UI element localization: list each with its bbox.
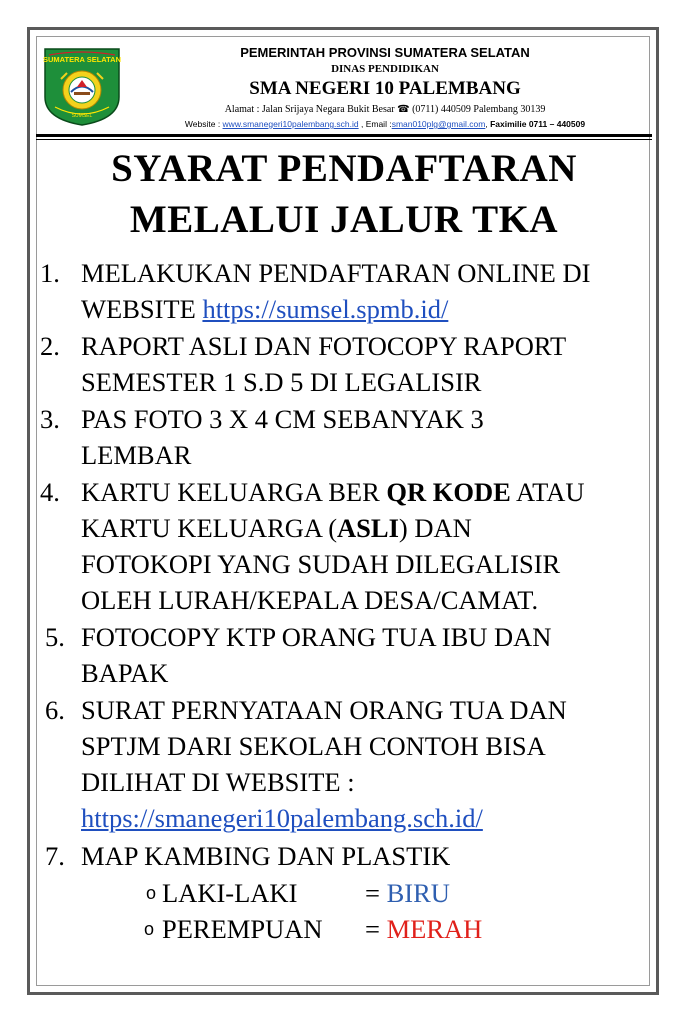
qr-kode-text: QR KODE <box>386 477 511 507</box>
item-1-prefix: WEBSITE <box>81 294 203 324</box>
item-5-line-2: BAPAK <box>81 658 169 688</box>
item-4-text-d: KARTU KELUARGA ( <box>81 513 338 543</box>
item-3-line-2: LEMBAR <box>81 440 192 470</box>
email-link[interactable]: sman010plg@gmail.com <box>391 119 486 129</box>
red-color-text: MERAH <box>386 914 483 944</box>
item-4-number: 4. <box>40 477 60 507</box>
male-label: LAKI-LAKI <box>162 878 298 908</box>
item-2-number: 2. <box>40 331 60 361</box>
school-website-link[interactable]: https://smanegeri10palembang.sch.id/ <box>81 803 483 833</box>
contact-separator: , <box>485 119 491 129</box>
header-school-name: SMA NEGERI 10 PALEMBANG <box>249 78 521 99</box>
female-equals: = <box>365 914 387 944</box>
item-5-number: 5. <box>45 622 65 652</box>
website-label: Website : <box>184 119 223 129</box>
blue-color-text: BIRU <box>386 878 450 908</box>
header-address: Alamat : Jalan Srijaya Negara Bukit Besar ☎ (0711) 440509 Palembang 30139 <box>224 104 546 115</box>
female-label: PEREMPUAN <box>162 914 323 944</box>
title-line-2: MELALUI JALUR TKA <box>129 198 559 241</box>
item-6-line-2: SPTJM DARI SEKOLAH CONTOH BISA <box>81 731 546 761</box>
item-4-line-2 <box>81 513 472 543</box>
item-7-number: 7. <box>45 841 65 871</box>
bullet-female: o <box>144 919 155 939</box>
item-1-number: 1. <box>40 258 60 288</box>
item-1-line-1: MELAKUKAN PENDAFTARAN ONLINE DI <box>81 258 591 288</box>
school-emblem-logo <box>41 45 123 127</box>
email-label: , Email : <box>358 119 392 129</box>
fax-number: Faximilie 0711 – 440509 <box>490 119 586 129</box>
item-3-line-1: PAS FOTO 3 X 4 CM SEBANYAK 3 <box>81 404 484 434</box>
bullet-male: o <box>146 883 157 903</box>
item-5-line-1: FOTOCOPY KTP ORANG TUA IBU DAN <box>81 622 552 652</box>
item-4-line-3: FOTOKOPI YANG SUDAH DILEGALISIR <box>81 549 561 579</box>
title-line-1: SYARAT PENDAFTARAN <box>111 147 577 190</box>
female-value <box>365 914 482 944</box>
header-divider-thick <box>36 134 652 137</box>
website-link[interactable]: www.smanegeri10palembang.sch.id <box>222 119 359 129</box>
item-4-text-c: ATAU <box>510 477 585 507</box>
item-4-text-a: KARTU KELUARGA BER <box>81 477 387 507</box>
logo-text: SUMATERA SELATAN <box>42 55 122 64</box>
item-7-line-1: MAP KAMBING DAN PLASTIK <box>81 841 451 871</box>
header-government: PEMERINTAH PROVINSI SUMATERA SELATAN <box>240 45 530 60</box>
item-6-number: 6. <box>45 695 65 725</box>
male-value <box>365 878 450 908</box>
header-divider-thin <box>36 139 652 140</box>
item-1-line-2 <box>81 294 448 324</box>
male-equals: = <box>365 878 387 908</box>
header-department: DINAS PENDIDIKAN <box>331 63 439 75</box>
spmb-link[interactable]: https://sumsel.spmb.id/ <box>202 294 449 324</box>
item-6-line-4 <box>81 803 483 833</box>
item-2-line-1: RAPORT ASLI DAN FOTOCOPY RAPORT <box>81 331 567 361</box>
item-2-line-2: SEMESTER 1 S.D 5 DI LEGALISIR <box>81 367 482 397</box>
item-4-line-4: OLEH LURAH/KEPALA DESA/CAMAT. <box>81 585 539 615</box>
item-3-number: 3. <box>40 404 60 434</box>
asli-text: ASLI <box>337 513 399 543</box>
item-4-line-1 <box>81 477 585 507</box>
item-6-line-3: DILIHAT DI WEBSITE : <box>81 767 355 797</box>
item-6-line-1: SURAT PERNYATAAN ORANG TUA DAN <box>81 695 567 725</box>
header-contact <box>130 119 640 129</box>
item-4-text-e: ) DAN <box>398 513 472 543</box>
logo-bottom-text: SUMSEL <box>71 113 93 119</box>
